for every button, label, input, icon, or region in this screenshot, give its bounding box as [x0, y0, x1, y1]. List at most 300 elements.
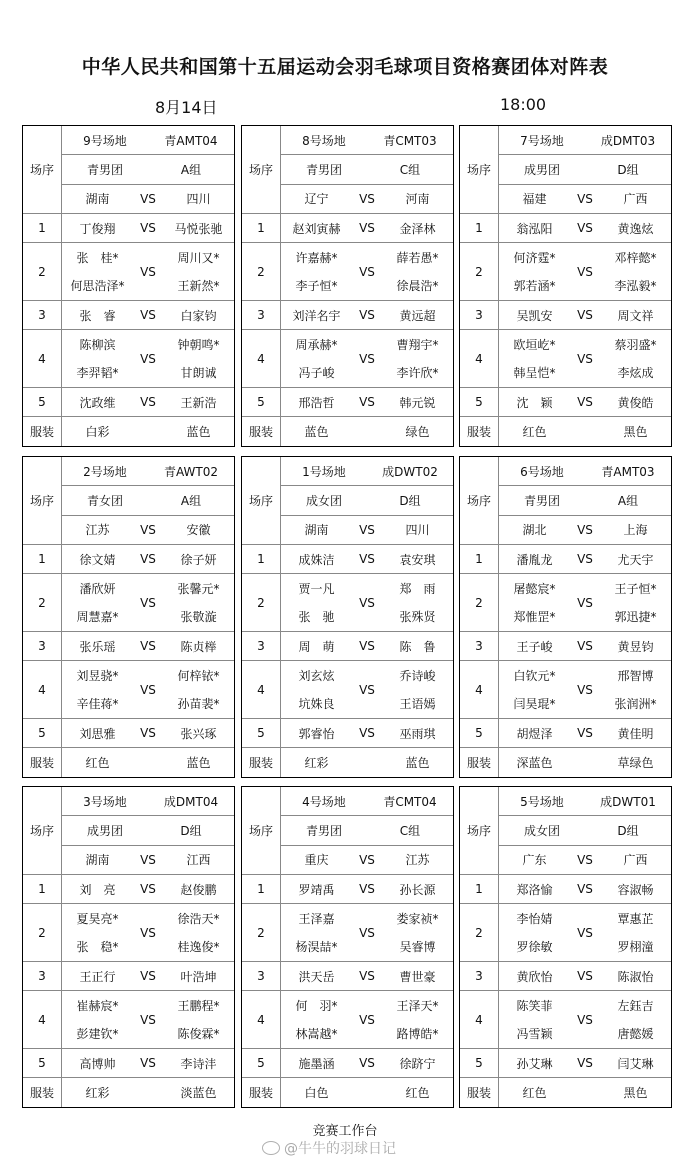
row-number: 1: [460, 875, 499, 903]
match-table: [241, 786, 454, 1108]
row-number: 1: [242, 214, 281, 242]
player-name: 何济霆*: [513, 250, 556, 265]
vs-label: VS: [577, 191, 593, 206]
row-number: 3: [242, 962, 281, 990]
row-number: 2: [23, 574, 62, 631]
player-name: 张润洲*: [614, 697, 657, 712]
player-name: 王鹏程*: [177, 998, 220, 1013]
match-row: [23, 962, 234, 991]
player-name: 周 萌: [298, 639, 335, 654]
team-2: 安徽: [186, 523, 211, 538]
player-name: 张 桂*: [76, 250, 119, 265]
vs-label: VS: [359, 969, 375, 983]
player-name: 杨淏喆*: [295, 940, 338, 955]
team-1: 湖南: [85, 853, 110, 868]
player-name: 何思浩泽*: [70, 279, 125, 294]
player-name: 坑姝良: [298, 697, 335, 712]
match-table: [459, 456, 672, 778]
match-row: [23, 574, 234, 632]
row-number: 1: [23, 545, 62, 573]
kit-team-2: 绿色: [405, 425, 430, 439]
match-table: [22, 456, 235, 778]
vs-label: VS: [140, 1056, 156, 1070]
match-row: [460, 545, 671, 574]
vs-label: VS: [577, 925, 593, 940]
row-number: 5: [460, 388, 499, 416]
team-2: 四川: [405, 523, 430, 538]
match-row: [242, 545, 453, 574]
player-name: 王语嫣: [399, 697, 436, 712]
player-name: 陈笑菲: [516, 998, 553, 1013]
player-name: 黄佳明: [617, 726, 654, 741]
match-row: [242, 574, 453, 632]
player-name: 沈 颖: [516, 395, 553, 410]
match-row: [242, 243, 453, 301]
player-name: 周川又*: [177, 250, 220, 265]
player-name: 洪天岳: [298, 969, 335, 984]
match-row: [23, 904, 234, 962]
vs-label: VS: [140, 1012, 156, 1027]
match-row: [23, 301, 234, 330]
vs-label: VS: [359, 522, 375, 537]
kit-label: 服装: [23, 417, 62, 446]
player-name: 徐文婧: [79, 552, 116, 567]
player-name: 郭若涵*: [513, 279, 556, 294]
watermark-text: @牛牛的羽球日记: [284, 1141, 396, 1157]
team-1: 湖南: [304, 523, 329, 538]
team-1: 福建: [522, 192, 547, 207]
group-label: A组: [180, 493, 202, 508]
kit-team-2: 黑色: [623, 1086, 648, 1100]
vs-label: VS: [577, 552, 593, 566]
match-row: [460, 991, 671, 1049]
kit-team-1: 红色: [85, 756, 110, 770]
player-name: 黄远超: [399, 308, 436, 323]
player-name: 闫艾琳: [617, 1056, 654, 1071]
player-name: 郭迅捷*: [614, 610, 657, 625]
match-code: 成DWT02: [382, 464, 438, 479]
group-label: C组: [399, 823, 421, 838]
row-number: 2: [460, 243, 499, 300]
group-label: C组: [399, 162, 421, 177]
event-label: 成女团: [305, 493, 342, 508]
player-name: 林嵩越*: [295, 1027, 338, 1042]
row-number: 3: [460, 301, 499, 329]
row-number: 3: [242, 301, 281, 329]
player-name: 孙长源: [399, 882, 436, 897]
player-name: 潘欣妍: [79, 581, 116, 596]
player-name: 刘昱骁*: [76, 668, 119, 683]
vs-label: VS: [577, 308, 593, 322]
group-label: D组: [617, 162, 639, 177]
row-number: 4: [242, 991, 281, 1048]
player-name: 徐浩天*: [177, 911, 220, 926]
match-row: [242, 661, 453, 719]
match-row: [23, 1049, 234, 1078]
match-code: 青CMT03: [383, 133, 437, 148]
team-2: 江苏: [405, 853, 430, 868]
vs-label: VS: [359, 1056, 375, 1070]
kit-team-2: 蓝色: [186, 425, 211, 439]
row-number: 2: [23, 904, 62, 961]
player-name: 徐跻宁: [399, 1056, 436, 1071]
row-number: 2: [242, 243, 281, 300]
match-code: 青AWT02: [163, 464, 219, 479]
vs-label: VS: [359, 882, 375, 896]
kit-team-2: 黑色: [623, 425, 648, 439]
player-name: 彭建钦*: [76, 1027, 119, 1042]
vs-label: VS: [577, 969, 593, 983]
row-number: 1: [23, 875, 62, 903]
vs-label: VS: [140, 552, 156, 566]
vs-label: VS: [140, 351, 156, 366]
court-label: 6号场地: [520, 464, 564, 479]
vs-label: VS: [359, 1012, 375, 1027]
match-row: [460, 243, 671, 301]
row-number: 3: [23, 632, 62, 660]
match-table: [241, 125, 454, 447]
vs-label: VS: [577, 639, 593, 653]
row-number: 2: [242, 574, 281, 631]
player-name: 李羿韬*: [76, 366, 119, 381]
vs-label: VS: [140, 595, 156, 610]
player-name: 张兴琢: [180, 726, 217, 741]
match-row: [23, 388, 234, 417]
vs-label: VS: [140, 925, 156, 940]
player-name: 徐晨浩*: [396, 279, 439, 294]
match-row: [242, 991, 453, 1049]
player-name: 陈俊霖*: [177, 1027, 220, 1042]
vs-label: VS: [577, 882, 593, 896]
player-name: 屠懿宸*: [513, 581, 556, 596]
court-label: 7号场地: [520, 133, 564, 148]
player-name: 王正行: [79, 969, 116, 984]
match-row: [242, 875, 453, 904]
player-name: 叶浩坤: [180, 969, 217, 984]
player-name: 夏昊亮*: [76, 911, 119, 926]
vs-label: VS: [577, 522, 593, 537]
kit-team-2: 红色: [405, 1086, 430, 1100]
event-label: 成女团: [523, 823, 560, 838]
vs-label: VS: [359, 726, 375, 740]
player-name: 白钦元*: [513, 668, 556, 683]
player-name: 陈贞榉: [180, 639, 217, 654]
match-code: 青AMT04: [164, 133, 218, 148]
changxu-label: 场序: [460, 787, 499, 874]
team-1: 重庆: [304, 853, 329, 868]
watermark: [262, 1138, 396, 1158]
kit-team-2: 蓝色: [186, 756, 211, 770]
player-name: 左鈺吉: [617, 998, 654, 1013]
vs-label: VS: [359, 264, 375, 279]
match-table: [22, 125, 235, 447]
kit-team-1: 红色: [522, 1086, 547, 1100]
player-name: 郑惟罡*: [513, 610, 556, 625]
player-name: 王新然*: [177, 279, 220, 294]
vs-label: VS: [359, 595, 375, 610]
changxu-label: 场序: [242, 126, 281, 213]
player-name: 张 睿: [79, 308, 116, 323]
row-number: 3: [23, 301, 62, 329]
player-name: 韩元锐: [399, 395, 436, 410]
row-number: 2: [242, 904, 281, 961]
row-number: 1: [242, 875, 281, 903]
court-label: 4号场地: [302, 794, 346, 809]
match-row: [460, 962, 671, 991]
match-row: [23, 661, 234, 719]
row-number: 5: [23, 719, 62, 747]
player-name: 覃惠芷: [617, 911, 654, 926]
vs-label: VS: [140, 221, 156, 235]
player-name: 曹世豪: [399, 969, 436, 984]
vs-label: VS: [140, 969, 156, 983]
kit-label: 服装: [460, 1078, 499, 1107]
vs-label: VS: [359, 308, 375, 322]
player-name: 邢智博: [617, 668, 654, 683]
player-name: 王新浩: [180, 395, 217, 410]
row-number: 1: [23, 214, 62, 242]
team-2: 江西: [186, 853, 211, 868]
row-number: 1: [460, 545, 499, 573]
match-row: [460, 875, 671, 904]
kit-label: 服装: [23, 1078, 62, 1107]
player-name: 刘玄炫: [298, 668, 335, 683]
row-number: 5: [242, 388, 281, 416]
kit-label: 服装: [242, 1078, 281, 1107]
player-name: 罗靖禹: [298, 882, 335, 897]
row-number: 5: [23, 388, 62, 416]
match-row: [242, 330, 453, 388]
match-row: [460, 214, 671, 243]
kit-team-1: 深蓝色: [516, 756, 553, 770]
player-name: 贾一凡: [298, 581, 335, 596]
row-number: 5: [242, 1049, 281, 1077]
changxu-label: 场序: [460, 457, 499, 544]
player-name: 李泓毅*: [614, 279, 657, 294]
row-number: 3: [242, 632, 281, 660]
match-row: [242, 301, 453, 330]
match-time: 18:00: [500, 95, 547, 114]
match-row: [23, 243, 234, 301]
player-name: 李炫成: [617, 366, 654, 381]
court-label: 9号场地: [83, 133, 127, 148]
player-name: 邢浩哲: [298, 395, 335, 410]
row-number: 5: [460, 1049, 499, 1077]
player-name: 张敬漩: [180, 610, 217, 625]
vs-label: VS: [577, 682, 593, 697]
player-name: 陈 鲁: [399, 639, 436, 654]
match-code: 青AMT03: [601, 464, 655, 479]
vs-label: VS: [359, 552, 375, 566]
player-name: 张 驰: [298, 610, 335, 625]
player-name: 邓梓懿*: [614, 250, 657, 265]
player-name: 曹翔宇*: [396, 337, 439, 352]
player-name: 何 羽*: [295, 998, 338, 1013]
row-number: 5: [242, 719, 281, 747]
player-name: 陈淑怡: [617, 969, 654, 984]
row-number: 4: [460, 991, 499, 1048]
group-label: D组: [399, 493, 421, 508]
player-name: 黄俊皓: [617, 395, 654, 410]
vs-label: VS: [577, 264, 593, 279]
player-name: 崔赫宸*: [76, 998, 119, 1013]
match-row: [23, 330, 234, 388]
player-name: 周承赫*: [295, 337, 338, 352]
court-label: 5号场地: [520, 794, 564, 809]
player-name: 娄家祯*: [396, 911, 439, 926]
row-number: 4: [460, 661, 499, 718]
player-name: 徐子妍: [180, 552, 217, 567]
group-label: A组: [617, 493, 639, 508]
weibo-icon: [262, 1141, 280, 1155]
kit-team-2: 蓝色: [405, 756, 430, 770]
player-name: 胡煜泽: [516, 726, 553, 741]
team-2: 广西: [623, 192, 648, 207]
row-number: 5: [23, 1049, 62, 1077]
player-name: 钟朝鸣*: [177, 337, 220, 352]
player-name: 乔诗峻: [399, 668, 436, 683]
player-name: 郭睿怡: [298, 726, 335, 741]
row-number: 2: [23, 243, 62, 300]
team-1: 湖北: [522, 523, 547, 538]
team-1: 广东: [522, 853, 547, 868]
vs-label: VS: [577, 852, 593, 867]
event-label: 成男团: [86, 823, 123, 838]
match-row: [460, 719, 671, 748]
vs-label: VS: [577, 395, 593, 409]
vs-label: VS: [577, 221, 593, 235]
match-row: [242, 962, 453, 991]
vs-label: VS: [359, 639, 375, 653]
match-row: [460, 330, 671, 388]
row-number: 5: [460, 719, 499, 747]
player-name: 赵俊鹏: [180, 882, 217, 897]
player-name: 孙艾琳: [516, 1056, 553, 1071]
team-1: 江苏: [85, 523, 110, 538]
player-name: 黄昱钧: [617, 639, 654, 654]
match-table: [459, 786, 672, 1108]
player-name: 翁泓阳: [516, 221, 553, 236]
player-name: 袁安琪: [399, 552, 436, 567]
group-label: D组: [617, 823, 639, 838]
kit-team-1: 白彩: [85, 425, 110, 439]
court-label: 1号场地: [302, 464, 346, 479]
player-name: 刘思雅: [79, 726, 116, 741]
row-number: 3: [460, 632, 499, 660]
match-row: [460, 301, 671, 330]
kit-team-1: 红彩: [85, 1086, 110, 1100]
player-name: 蔡羽盛*: [614, 337, 657, 352]
vs-label: VS: [140, 852, 156, 867]
match-table: [459, 125, 672, 447]
match-row: [242, 214, 453, 243]
row-number: 4: [23, 991, 62, 1048]
kit-team-1: 红彩: [304, 756, 329, 770]
player-name: 刘 亮: [79, 882, 116, 897]
player-name: 张乐瑶: [79, 639, 116, 654]
match-table: [241, 456, 454, 778]
match-row: [242, 904, 453, 962]
event-label: 青男团: [305, 823, 342, 838]
vs-label: VS: [359, 395, 375, 409]
row-number: 4: [242, 661, 281, 718]
match-row: [23, 632, 234, 661]
player-name: 王子峻: [516, 639, 553, 654]
match-row: [242, 632, 453, 661]
vs-label: VS: [140, 726, 156, 740]
vs-label: VS: [577, 351, 593, 366]
player-name: 周文祥: [617, 308, 654, 323]
match-code: 青CMT04: [383, 794, 437, 809]
player-name: 李怡婧: [516, 911, 553, 926]
kit-team-2: 草绿色: [617, 756, 654, 770]
vs-label: VS: [359, 351, 375, 366]
player-name: 韩呈恺*: [513, 366, 556, 381]
team-2: 广西: [623, 853, 648, 868]
match-table: [22, 786, 235, 1108]
player-name: 薛若愚*: [396, 250, 439, 265]
kit-label: 服装: [460, 417, 499, 446]
kit-label: 服装: [460, 748, 499, 777]
kit-team-1: 蓝色: [304, 425, 329, 439]
row-number: 1: [242, 545, 281, 573]
changxu-label: 场序: [23, 457, 62, 544]
group-label: A组: [180, 162, 202, 177]
match-row: [460, 388, 671, 417]
player-name: 巫雨琪: [399, 726, 436, 741]
row-number: 3: [23, 962, 62, 990]
match-code: 成DWT01: [600, 794, 656, 809]
vs-label: VS: [359, 221, 375, 235]
match-row: [242, 388, 453, 417]
kit-label: 服装: [23, 748, 62, 777]
player-name: 孙苗裴*: [177, 697, 220, 712]
player-name: 王泽嘉: [298, 911, 335, 926]
event-label: 青女团: [86, 493, 123, 508]
player-name: 吴睿博: [399, 940, 436, 955]
footer-issuer: 竞赛工作台: [312, 1124, 378, 1139]
event-label: 成男团: [523, 162, 560, 177]
match-date: 8月14日: [155, 98, 218, 117]
match-row: [460, 632, 671, 661]
player-name: 施墨涵: [298, 1056, 335, 1071]
row-number: 2: [460, 574, 499, 631]
player-name: 欧垣屹*: [513, 337, 556, 352]
match-row: [460, 1049, 671, 1078]
event-label: 青男团: [523, 493, 560, 508]
kit-team-2: 淡蓝色: [180, 1086, 217, 1100]
vs-label: VS: [577, 1056, 593, 1070]
player-name: 王泽天*: [396, 998, 439, 1013]
player-name: 黄欣怡: [516, 969, 553, 984]
player-name: 吴凯安: [516, 308, 553, 323]
player-name: 郑 雨: [399, 581, 436, 596]
match-row: [242, 719, 453, 748]
row-number: 4: [23, 330, 62, 387]
vs-label: VS: [140, 395, 156, 409]
player-name: 张馨元*: [177, 581, 220, 596]
row-number: 4: [460, 330, 499, 387]
kit-team-1: 红色: [522, 425, 547, 439]
vs-label: VS: [577, 726, 593, 740]
row-number: 1: [460, 214, 499, 242]
changxu-label: 场序: [242, 787, 281, 874]
vs-label: VS: [140, 639, 156, 653]
match-row: [460, 574, 671, 632]
player-name: 郑洛愉: [516, 882, 553, 897]
kit-label: 服装: [242, 417, 281, 446]
player-name: 罗徐敏: [516, 940, 553, 955]
